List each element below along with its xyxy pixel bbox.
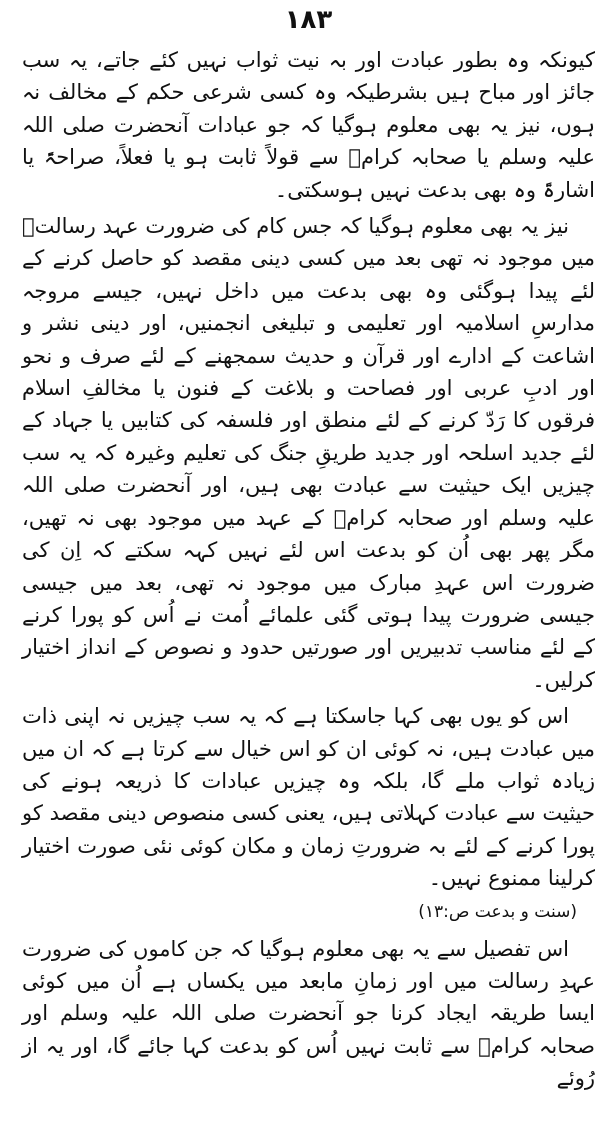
page-number: ١٨٣	[284, 5, 333, 35]
paragraph-closing: اس تفصیل سے یہ بھی معلوم ہوگیا کہ جن کاموں کی ضرورت عہدِ رسالت میں اور زمانِ مابعد میں یکساں ہے اُن میں کوئی ایسا طریقہ ایجاد کرنا جو آنحضرت صلی اللہ علیہ وسلم اور صحابہ کرامؓ سے ثابت نہیں اُس کو بدعت کہا جائے گا، اور یہ از رُوئے	[22, 936, 595, 1091]
paragraph-necessity: نیز یہ بھی معلوم ہوگیا کہ جس کام کی ضرورت عہد رسالتؐ میں موجود نہ تھی بعد میں کسی دینی مقصد کو حاصل کرنے کے لئے پیدا ہوگئی وہ بھی بدعت میں داخل نہیں، جیسے مروجہ مدارسِ اسلامیہ اور تعلیمی و تبلیغی انجمنیں، اور دینی نشر و اشاعت کے ادارے اور قرآن و حدیث سمجھنے کے لئے صرف و نحو اور ادبِ عربی اور فصاحت و بلاغت کے فنون یا مخالفِ اسلام فرقوں کا رَدّ کرنے کے لئے منطق اور فلسفہ کی کتابیں یا جہاد کے لئے جدید اسلحہ اور جدید طریقِ جنگ کی تعلیم وغیرہ کہ یہ سب چیزیں ایک حیثیت سے عبادت بھی ہیں، اور آنحضرت صلی اللہ علیہ وسلم اور صحابہ کرامؓ کے عہد میں موجود بھی نہ تھیں، مگر پھر بھی اُن کو بدعت اس لئے نہیں کہہ سکتے کہ اِن کی ضرورت اس عہدِ مبارک میں موجود نہ تھی، بعد میں جیسی جیسی ضرورت پیدا ہوتی گئی علمائے اُمت نے اُس کو پورا کرنے کے لئے مناسب تدبیریں اور صورتیں حدود و نصوص کے انداز اختیار کرلیں۔	[22, 214, 595, 692]
body-text	[22, 44, 595, 1095]
citation-reference: (سنت و بدعت ص:١٣)	[418, 901, 577, 922]
paragraph-continuation: کیونکہ وہ بطور عبادت اور بہ نیت ثواب نہیں کئے جاتے، یہ سب جائز اور مباح ہیں بشرطیکہ وہ کسی شرعی حکم کے مخالف نہ ہوں، نیز یہ بھی معلوم ہوگیا کہ جو عبادات آنحضرت صلی اللہ علیہ وسلم یا صحابہ کرامؓ سے قولاً ثابت ہو یا فعلاً، صراحۃً یا اشارۃً وہ بھی بدعت نہیں ہوسکتی۔	[22, 48, 595, 202]
paragraph-explanation: اس کو یوں بھی کہا جاسکتا ہے کہ یہ سب چیزیں نہ اپنی ذات میں عبادت ہیں، نہ کوئی ان کو اس خیال سے کرتا ہے کہ ان میں زیادہ ثواب ملے گا، بلکہ وہ چیزیں عبادات کا ذریعہ ہونے کی حیثیت سے عبادت کہلاتی ہیں، یعنی کسی منصوص دینی مقصد کو پورا کرنے کے لئے بہ ضرورتِ زمان و مکان کوئی نئی صورت اختیار کرلینا ممنوع نہیں۔	[22, 704, 595, 891]
